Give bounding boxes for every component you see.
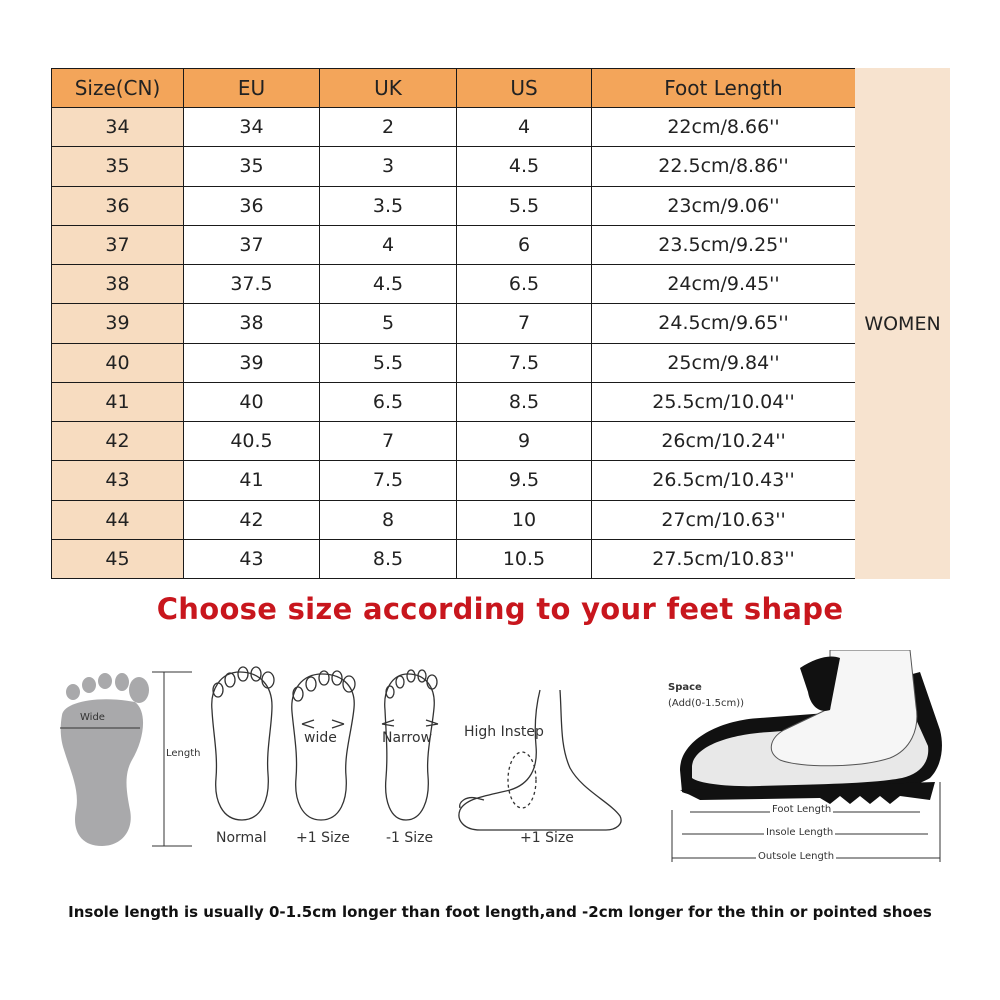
table-cell: 3.5 <box>320 186 457 225</box>
wide-label: Wide <box>80 712 105 723</box>
table-cell: 27cm/10.63'' <box>592 500 856 539</box>
table-body <box>52 108 856 579</box>
table-cell: 10 <box>457 500 592 539</box>
table-cell: 3 <box>320 147 457 186</box>
table-row <box>52 147 856 186</box>
table-header-row <box>52 69 856 108</box>
table-cell: 24cm/9.45'' <box>592 265 856 304</box>
choose-size-heading: Choose size according to your feet shape <box>156 592 844 626</box>
table-cell: 34 <box>52 108 184 147</box>
table-row <box>52 265 856 304</box>
table-cell: 6 <box>457 225 592 264</box>
table-cell: 9.5 <box>457 461 592 500</box>
table-cell: 26.5cm/10.43'' <box>592 461 856 500</box>
table-cell: 7.5 <box>457 343 592 382</box>
table-cell: 34 <box>184 108 320 147</box>
table-cell: 23cm/9.06'' <box>592 186 856 225</box>
table-cell: 37.5 <box>184 265 320 304</box>
table-cell: 41 <box>184 461 320 500</box>
foot-diagram-graphics <box>40 650 960 880</box>
table-cell: 42 <box>52 422 184 461</box>
narrow-caption: -1 Size <box>386 830 434 846</box>
table-cell: 40.5 <box>184 422 320 461</box>
table-cell: 7 <box>457 304 592 343</box>
table-cell: 5.5 <box>457 186 592 225</box>
table-cell: 45 <box>52 539 184 578</box>
column-header: EU <box>184 69 320 108</box>
table-row <box>52 304 856 343</box>
table-cell: 36 <box>184 186 320 225</box>
table-cell: 22cm/8.66'' <box>592 108 856 147</box>
table-cell: 9 <box>457 422 592 461</box>
table-cell: 39 <box>184 343 320 382</box>
table-row <box>52 108 856 147</box>
table-row <box>52 343 856 382</box>
table-row <box>52 186 856 225</box>
table-cell: 8.5 <box>457 382 592 421</box>
table-cell: 6.5 <box>320 382 457 421</box>
space-sub-label: (Add(0-1.5cm)) <box>668 698 745 709</box>
table-cell: 25.5cm/10.04'' <box>592 382 856 421</box>
table-cell: 4 <box>457 108 592 147</box>
size-table-grid <box>51 68 856 579</box>
table-row <box>52 225 856 264</box>
shoe-cross-section-icon <box>680 650 942 804</box>
table-cell: 4 <box>320 225 457 264</box>
table-cell: 43 <box>52 461 184 500</box>
table-cell: 35 <box>52 147 184 186</box>
table-cell: 27.5cm/10.83'' <box>592 539 856 578</box>
table-cell: 7.5 <box>320 461 457 500</box>
table-cell: 8 <box>320 500 457 539</box>
table-cell: 39 <box>52 304 184 343</box>
table-cell: 37 <box>184 225 320 264</box>
table-row <box>52 500 856 539</box>
column-header: UK <box>320 69 457 108</box>
table-cell: 22.5cm/8.86'' <box>592 147 856 186</box>
table-cell: 41 <box>52 382 184 421</box>
length-bracket-icon <box>152 672 192 846</box>
table-cell: 24.5cm/9.65'' <box>592 304 856 343</box>
footprint-icon <box>61 673 149 846</box>
insole-length-label: Insole Length <box>766 827 834 838</box>
high-instep-caption: +1 Size <box>520 830 574 846</box>
wide-caption: +1 Size <box>296 830 350 846</box>
table-row <box>52 422 856 461</box>
table-row <box>52 539 856 578</box>
table-cell: 5 <box>320 304 457 343</box>
table-cell: 4.5 <box>320 265 457 304</box>
table-cell: 37 <box>52 225 184 264</box>
table-cell: 25cm/9.84'' <box>592 343 856 382</box>
table-cell: 10.5 <box>457 539 592 578</box>
wide-foot-label: wide <box>304 730 337 746</box>
high-instep-label: High Instep <box>464 724 544 740</box>
table-cell: 7 <box>320 422 457 461</box>
length-label: Length <box>166 748 201 759</box>
column-header: US <box>457 69 592 108</box>
normal-caption: Normal <box>216 830 267 846</box>
table-cell: 38 <box>184 304 320 343</box>
normal-foot-icon <box>212 667 274 820</box>
table-cell: 44 <box>52 500 184 539</box>
foot-shape-diagrams <box>40 650 960 880</box>
table-cell: 42 <box>184 500 320 539</box>
table-cell: 2 <box>320 108 457 147</box>
table-row <box>52 382 856 421</box>
table-cell: 4.5 <box>457 147 592 186</box>
outsole-length-label: Outsole Length <box>758 851 835 862</box>
table-cell: 43 <box>184 539 320 578</box>
table-cell: 40 <box>52 343 184 382</box>
high-instep-icon <box>459 690 621 830</box>
women-label: WOMEN <box>855 68 950 579</box>
table-cell: 8.5 <box>320 539 457 578</box>
table-cell: 6.5 <box>457 265 592 304</box>
table-cell: 35 <box>184 147 320 186</box>
size-chart-table <box>51 68 950 579</box>
insole-note: Insole length is usually 0-1.5cm longer than foot length,and -2cm longer for the thin or pointed shoes <box>68 903 932 921</box>
column-header: Foot Length <box>592 69 856 108</box>
table-cell: 36 <box>52 186 184 225</box>
table-row <box>52 461 856 500</box>
table-cell: 23.5cm/9.25'' <box>592 225 856 264</box>
table-cell: 38 <box>52 265 184 304</box>
narrow-foot-label: Narrow <box>382 730 433 746</box>
foot-length-label: Foot Length <box>772 804 832 815</box>
table-cell: 40 <box>184 382 320 421</box>
table-cell: 5.5 <box>320 343 457 382</box>
table-cell: 26cm/10.24'' <box>592 422 856 461</box>
column-header: Size(CN) <box>52 69 184 108</box>
space-label: Space <box>668 682 702 693</box>
